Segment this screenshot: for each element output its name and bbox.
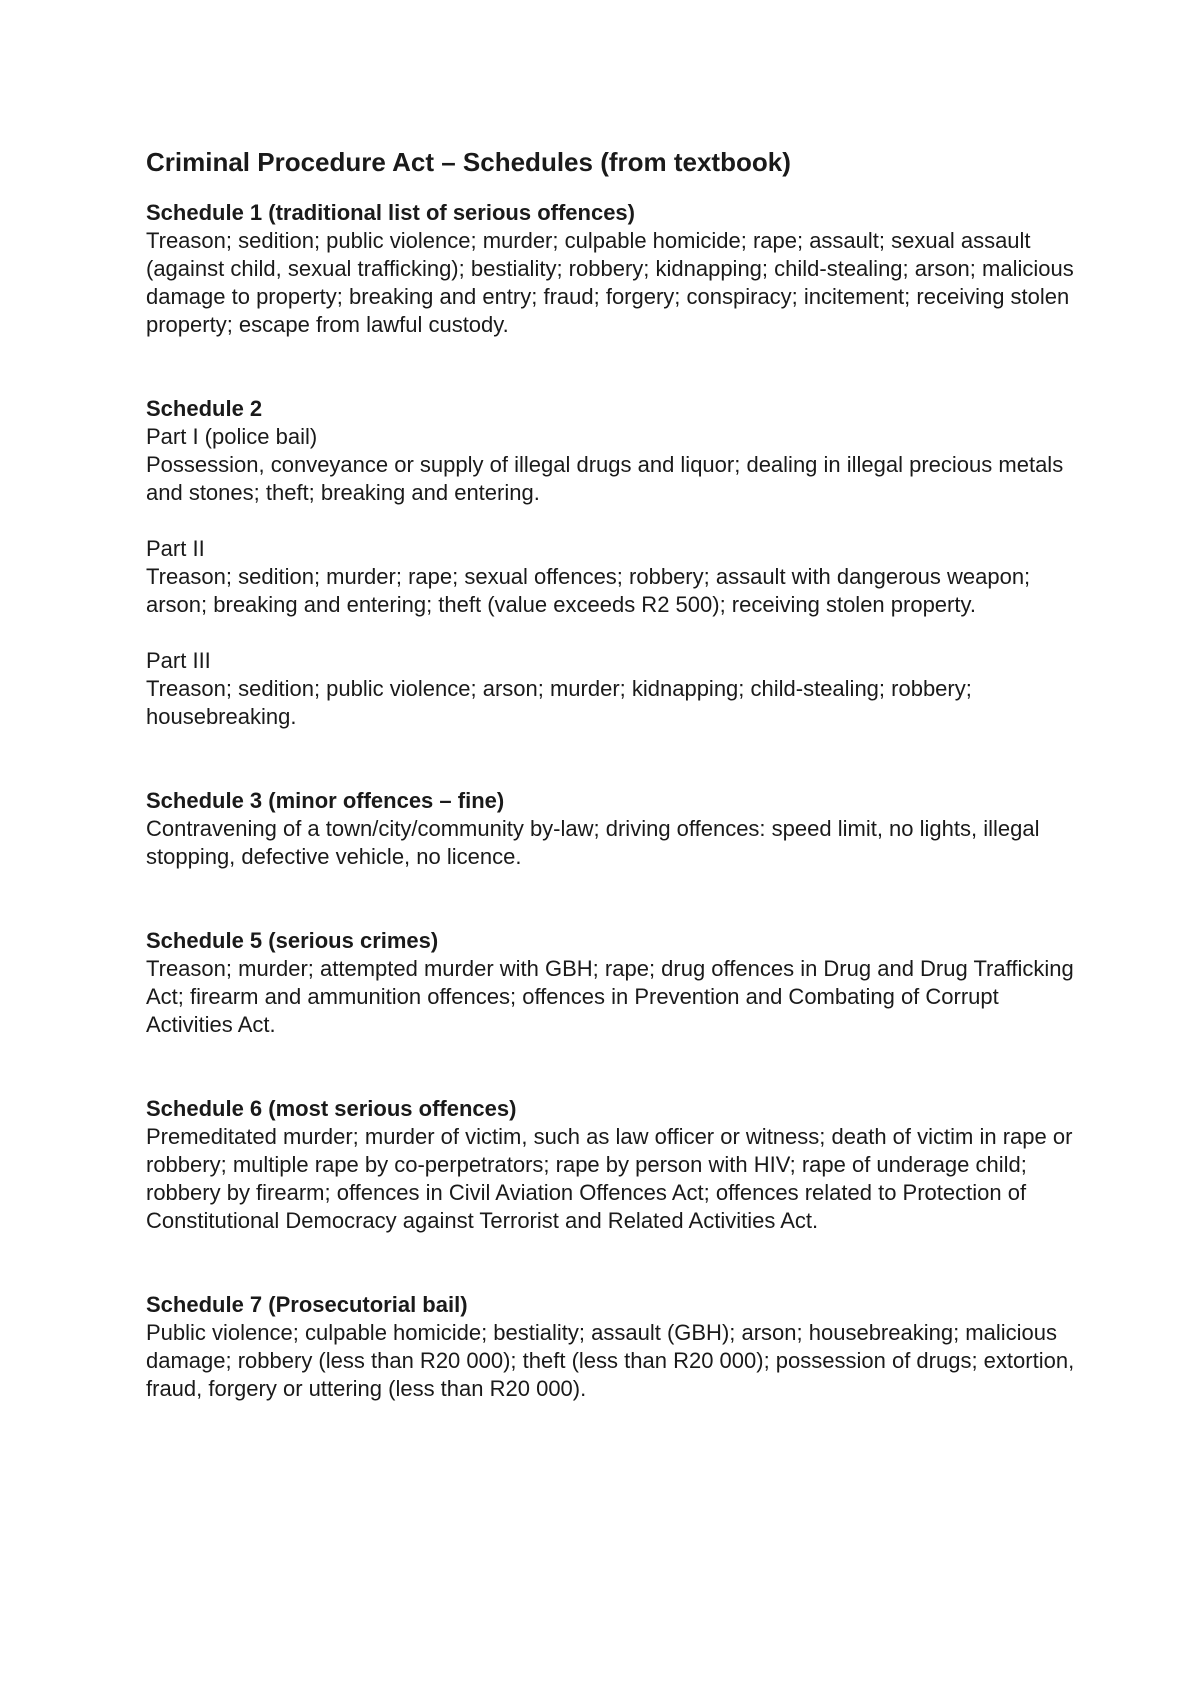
schedule-6-text: Premeditated murder; murder of victim, such as law officer or witness; death of victim in rape or robbery; multiple rape by co-perpetrators; rape by person with HIV; rape of underage child; robbery by firearm; offences in Civil Aviation Offences Act; offences related to Protection of Constitutional Democracy against Terrorist and Related Activities Act. <box>146 1124 1073 1233</box>
document-title: Criminal Procedure Act – Schedules (from textbook) <box>146 147 791 177</box>
schedule-7-section <box>146 1291 1076 1403</box>
spacer <box>146 1039 1076 1095</box>
schedule-2-section <box>146 395 1076 731</box>
schedule-1-heading: Schedule 1 (traditional list of serious offences) <box>146 200 635 225</box>
schedule-2-part-2-label: Part II <box>146 536 205 561</box>
schedule-2-part-1-text: Possession, conveyance or supply of illegal drugs and liquor; dealing in illegal precious metals and stones; theft; breaking and entering. <box>146 452 1064 505</box>
spacer <box>146 339 1076 395</box>
schedule-2-part-3-text: Treason; sedition; public violence; arson; murder; kidnapping; child-stealing; robbery; housebreaking. <box>146 676 972 729</box>
spacer <box>146 731 1076 787</box>
schedule-3-section <box>146 787 1076 871</box>
schedule-5-section <box>146 927 1076 1039</box>
schedule-1-section <box>146 199 1076 339</box>
schedule-2-heading: Schedule 2 <box>146 396 263 421</box>
schedule-1-text: Treason; sedition; public violence; murder; culpable homicide; rape; assault; sexual assault (against child, sexual trafficking); bestiality; robbery; kidnapping; child-stealing; arson; malicious damage to property; breaking and entry; fraud; forgery; conspiracy; incitement; receiving stolen property; escape from lawful custody. <box>146 228 1074 337</box>
spacer <box>146 1235 1076 1291</box>
schedule-6-section <box>146 1095 1076 1235</box>
schedule-5-heading: Schedule 5 (serious crimes) <box>146 928 439 953</box>
schedule-3-text: Contravening of a town/city/community by-law; driving offences: speed limit, no lights, illegal stopping, defective vehicle, no licence. <box>146 816 1040 869</box>
schedule-7-heading: Schedule 7 (Prosecutorial bail) <box>146 1292 468 1317</box>
schedule-6-heading: Schedule 6 (most serious offences) <box>146 1096 517 1121</box>
schedule-2-part-3-label: Part III <box>146 648 211 673</box>
spacer <box>146 871 1076 927</box>
schedule-2-part-2-text: Treason; sedition; murder; rape; sexual offences; robbery; assault with dangerous weapon; arson; breaking and entering; theft (value exceeds R2 500); receiving stolen property. <box>146 564 1031 617</box>
schedule-3-heading: Schedule 3 (minor offences – fine) <box>146 788 505 813</box>
spacer <box>146 507 1076 535</box>
spacer <box>146 619 1076 647</box>
schedule-2-part-1-label: Part I (police bail) <box>146 424 318 449</box>
document-page <box>146 145 1076 1403</box>
schedule-7-text: Public violence; culpable homicide; bestiality; assault (GBH); arson; housebreaking; malicious damage; robbery (less than R20 000); theft (less than R20 000); possession of drugs; extortion, fraud, forgery or uttering (less than R20 000). <box>146 1320 1075 1401</box>
schedule-5-text: Treason; murder; attempted murder with GBH; rape; drug offences in Drug and Drug Trafficking Act; firearm and ammunition offences; offences in Prevention and Combating of Corrupt Activities Act. <box>146 956 1074 1037</box>
